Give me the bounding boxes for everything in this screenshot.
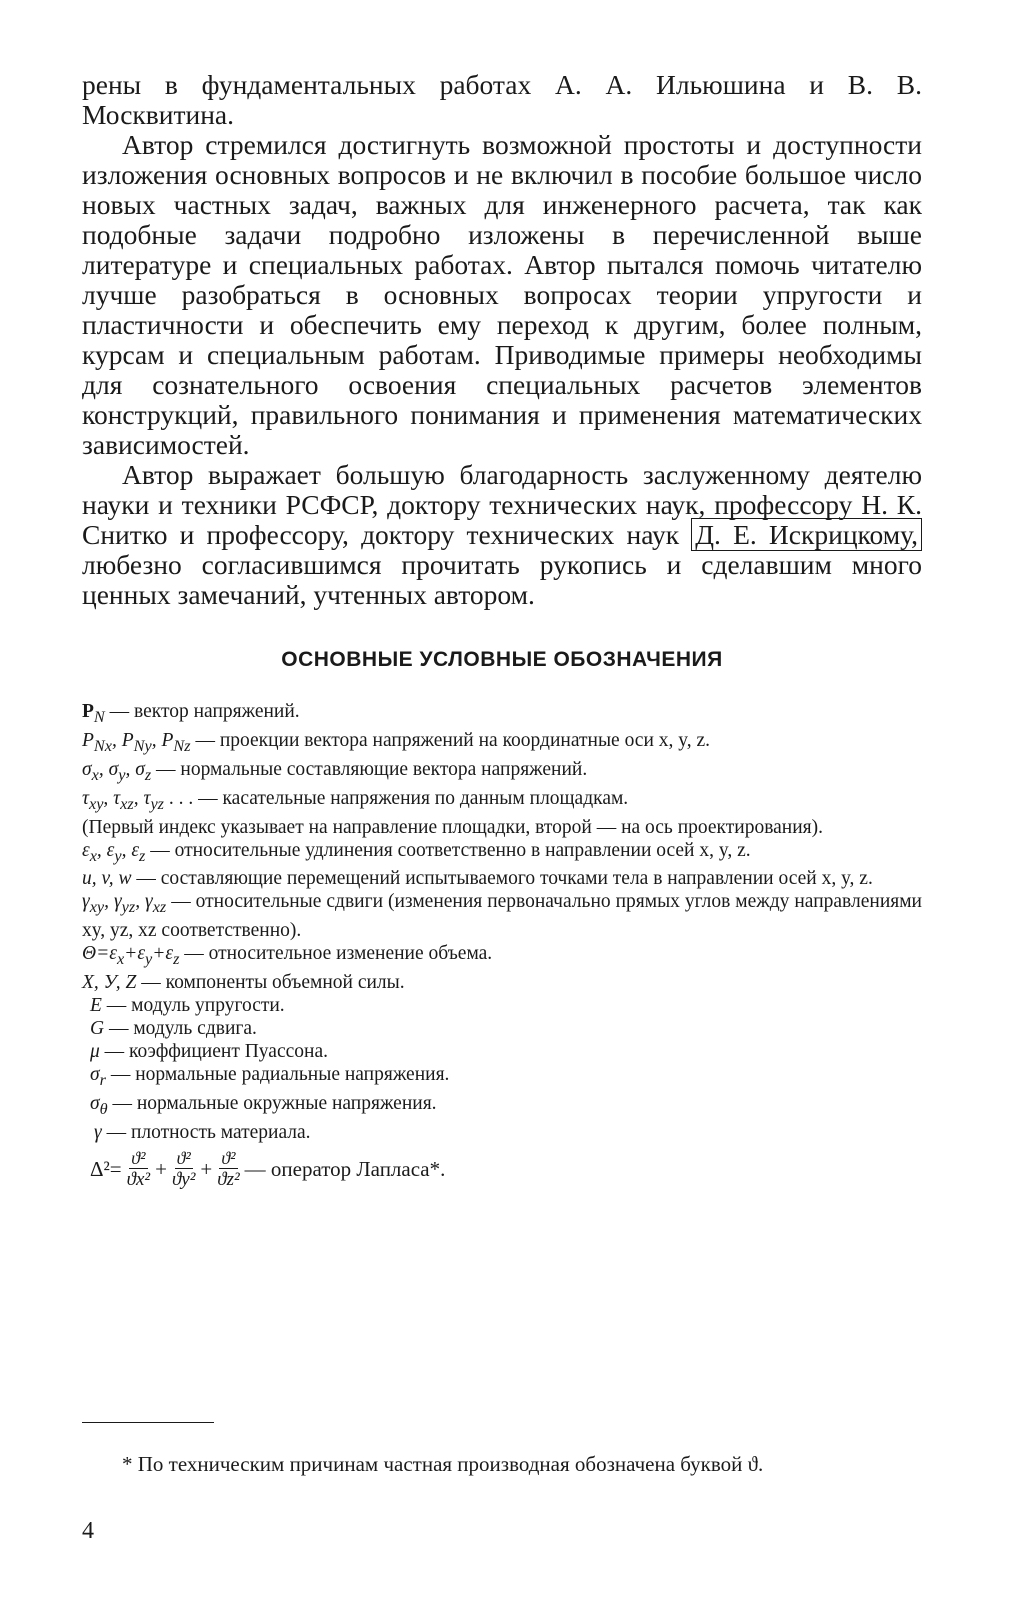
notation-line: u, v, w — составляющие перемещений испытываемого точками тела в направлении осей x, y, z.: [82, 868, 873, 890]
notation-line: μ — коэффициент Пуассона.: [90, 1041, 328, 1063]
notation-line: (Первый индекс указывает на направление площадки, второй — на ось проектирования).: [82, 816, 824, 838]
page-number: 4: [82, 1518, 94, 1544]
boxed-name: Д. Е. Искрицкому,: [691, 518, 922, 551]
notation-list: [82, 700, 922, 1191]
page-content: [82, 70, 922, 1191]
notation-line: $\tau_{xy}$, $\tau_{xz}$, $\tau_{yz}$ . . . — касательные напряжения по данным площадкам.: [82, 787, 629, 813]
footnote-rule: [82, 1422, 214, 1423]
fraction-x: $\frac{\text{ϑ²}}{\text{ϑx²}}$: [126, 1148, 151, 1191]
paragraph-3-start: Автор выражает большую благодарность заслуженному деятелю науки и техники РСФСР, доктору технических наук, профессору Н. К. Снитко и профессору, доктору технических наук: [82, 459, 922, 550]
fraction-z: $\frac{\text{ϑ²}}{\text{ϑz²}}$: [217, 1148, 240, 1191]
footnote: * По техническим причинам частная производная обозначена буквой ϑ.: [122, 1452, 764, 1476]
notation-line: $\gamma_{xy}$, $\gamma_{yz}$, $\gamma_{xz}$ — относительные сдвиги (изменения первоначально прямых углов между направлениями xy, yz, xz соответственно).: [82, 891, 922, 942]
section-heading: ОСНОВНЫЕ УСЛОВНЫЕ ОБОЗНАЧЕНИЯ: [281, 648, 723, 671]
notation-line: $P_N$ — вектор напряжений.: [82, 701, 300, 726]
notation-line: X, У, Z — компоненты объемной силы.: [82, 972, 405, 994]
notation-line: $\sigma_r$ — нормальные радиальные напряжения.: [90, 1064, 450, 1090]
laplace-formula: Δ²= $\frac{\text{ϑ²}}{\text{ϑx²}}$ + $\frac{\text{ϑ²}}{\text{ϑy²}}$ + $\frac{\text{ϑ²}}{\text{ϑz²}}$ — оператор Лапласа*.: [90, 1148, 446, 1191]
notation-line: $\sigma_x$, $\sigma_y$, $\sigma_z$ — нормальные составляющие вектора напряжений.: [82, 758, 588, 784]
notation-line: $\sigma_\theta$ — нормальные окружные напряжения.: [90, 1093, 437, 1119]
notation-line: $\Theta=\varepsilon_x+\varepsilon_y+\varepsilon_z$ — относительное изменение объема.: [82, 943, 493, 969]
notation-line: γ — плотность материала.: [94, 1122, 311, 1144]
notation-line: E — модуль упругости.: [90, 995, 285, 1017]
notation-line: $P_{Nx}$, $P_{Ny}$, $P_{Nz}$ — проекции вектора напряжений на координатные оси x, y, z.: [82, 729, 711, 755]
paragraph-3-end: любезно согласившимся прочитать рукопись и сделавшим много ценных замечаний, учтенных автором.: [82, 549, 922, 610]
fraction-y: $\frac{\text{ϑ²}}{\text{ϑy²}}$: [171, 1148, 196, 1191]
notation-line: $\varepsilon_x$, $\varepsilon_y$, $\varepsilon_z$ — относительные удлинения соответственно в направлении осей x, y, z.: [82, 839, 751, 865]
paragraph-2: Автор стремился достигнуть возможной простоты и доступности изложения основных вопросов и не включил в пособие большое число новых частных задач, важных для инженерного расчета, так как подобные задачи подробно изложены в перечисленной выше литературе и специальных работах. Автор пытался помочь читателю лучше разобраться в основных вопросах теории упругости и пластичности и обеспечить ему переход к другим, более полным, курсам и специальным работам. Приводимые примеры необходимы для сознательного освоения специальных расчетов элементов конструкций, правильного понимания и применения математических зависимостей.: [82, 129, 922, 460]
paragraph-1: рены в фундаментальных работах А. А. Ильюшина и В. В. Москвитина.: [82, 69, 922, 130]
notation-line: G — модуль сдвига.: [90, 1018, 257, 1040]
paragraph-3: [82, 460, 922, 610]
